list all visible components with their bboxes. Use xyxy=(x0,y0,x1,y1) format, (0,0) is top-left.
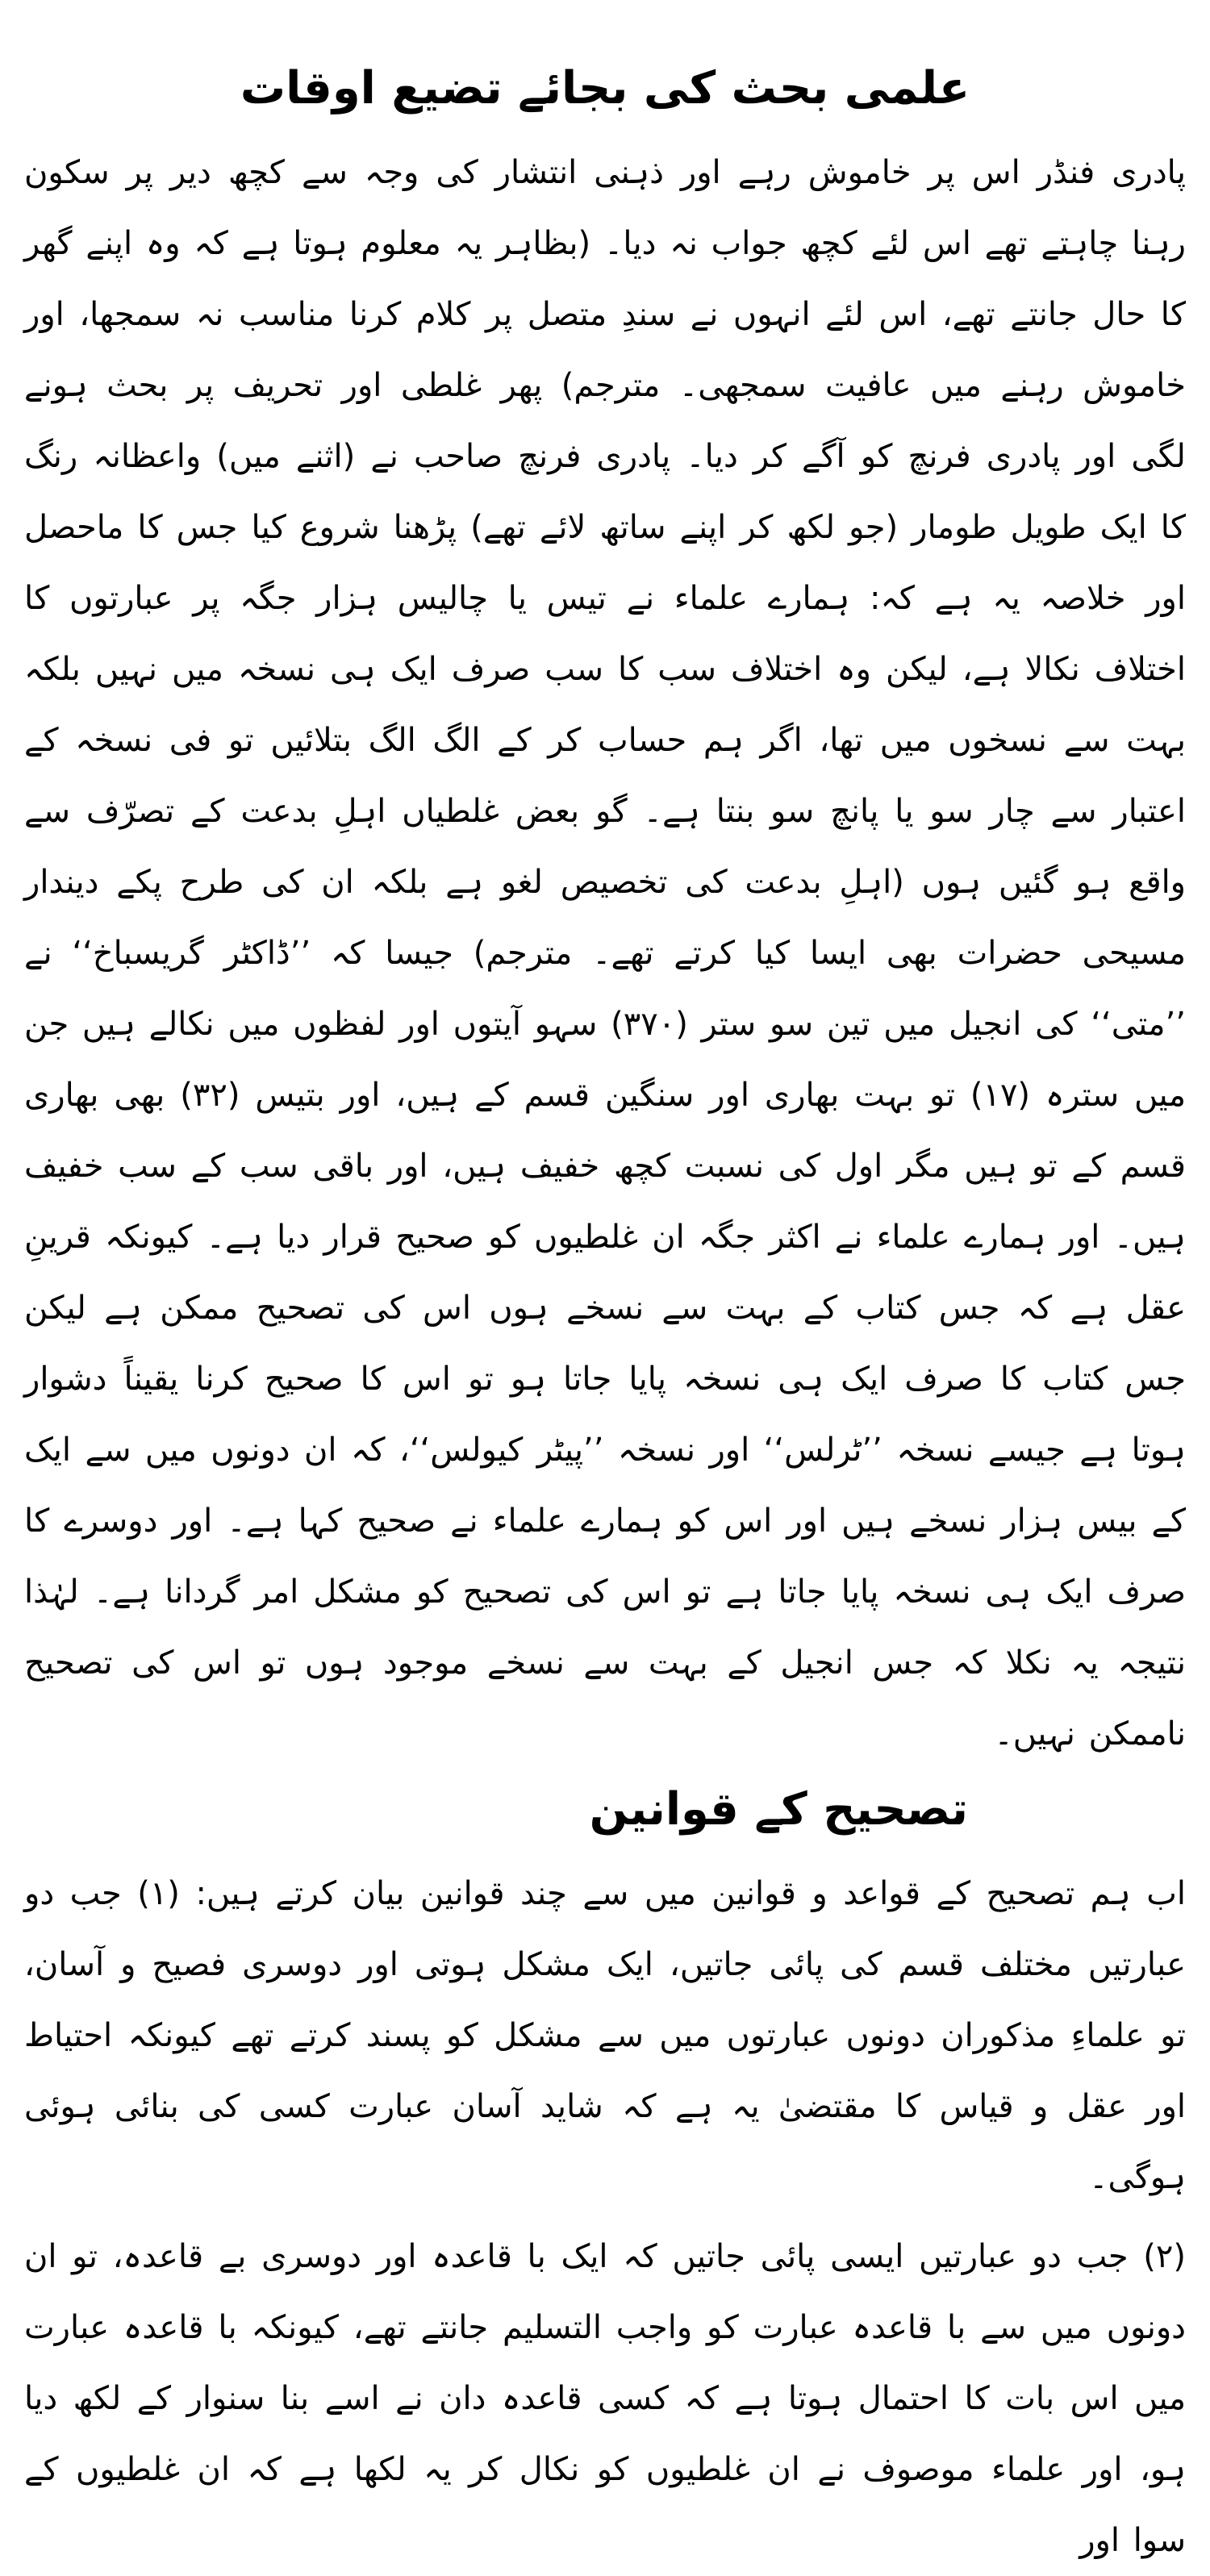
section-heading-2: تصحیح کے قوانین xyxy=(589,1783,968,1836)
section-heading-1: علمی بحث کی بجائے تضیع اوقات xyxy=(240,62,970,115)
body-paragraph-3: (۲) جب دو عبارتیں ایسی پائی جاتیں کہ ایک با قاعدہ اور دوسری بے قاعدہ، تو ان دونوں میں سے با قاعدہ عبارت کو واجب التسلیم جانتے تھے، کیونکہ با قاعدہ عبارت میں اس بات کا احتمال ہوتا ہے کہ کسی قاعدہ دان نے اسے بنا سنوار کے لکھ دیا ہو، اور علماء موصوف نے ان غلطیوں کو نکال کر یہ لکھا ہے کہ ان غلطیوں کے سوا اور xyxy=(24,2238,1186,2559)
body-paragraph-1: پادری فنڈر اس پر خاموش رہے اور ذہنی انتشار کی وجہ سے کچھ دیر پر سکون رہنا چاہتے تھے اس لئے کچھ جواب نہ دیا۔ (بظاہر یہ معلوم ہوتا ہے کہ وہ اپنے گھر کا حال جانتے تھے، اس لئے انہوں نے سندِ متصل پر کلام کرنا مناسب نہ سمجھا، اور خاموش رہنے میں عافیت سمجھی۔ مترجم) پھر غلطی اور تحریف پر بحث ہونے لگی اور پادری فرنچ کو آگے کر دیا۔ پادری فرنچ صاحب نے (اثنے میں) واعظانہ رنگ کا ایک طویل طومار (جو لکھ کر اپنے ساتھ لائے تھے) پڑھنا شروع کیا جس کا ماحصل اور خلاصہ یہ ہے کہ: ہمارے علماء نے تیس یا چالیس ہزار جگہ پر عبارتوں کا اختلاف نکالا ہے، لیکن وہ اختلاف سب کا سب صرف ایک ہی نسخہ میں نہیں بلکہ بہت سے نسخوں میں تھا، اگر ہم حساب کر کے الگ الگ بتلائیں تو فی نسخہ کے اعتبار سے چار سو یا پانچ سو بنتا ہے۔ گو بعض غلطیاں اہلِ بدعت کے تصرّف سے واقع ہو گئیں ہوں (اہلِ بدعت کی تخصیص لغو ہے بلکہ ان کی طرح پکے دیندار مسیحی حضرات بھی ایسا کیا کرتے تھے۔ مترجم) جیسا کہ ’’ڈاکٹر گریسباخ‘‘ نے ’’متی‘‘ کی انجیل میں تین سو ستر (۳۷۰) سہو آیتوں اور لفظوں میں نکالے ہیں جن میں سترہ (۱۷) تو بہت بھاری اور سنگین قسم کے ہیں، اور بتیس (۳۲) بھی بھاری قسم کے تو ہیں مگر اول کی نسبت کچھ خفیف ہیں، اور باقی سب کے سب خفیف ہیں۔ اور ہمارے علماء نے اکثر جگہ ان غلطیوں کو صحیح قرار دیا ہے۔ کیونکہ قرینِ عقل ہے کہ جس کتاب کے بہت سے نسخے ہوں اس کی تصحیح ممکن ہے لیکن جس کتاب کا صرف ایک ہی نسخہ پایا جاتا ہو تو اس کا صحیح کرنا یقیناً دشوار ہوتا ہے جیسے نسخہ ’’ٹرلس‘‘ اور نسخہ ’’پیٹر کیولس‘‘، کہ ان دونوں میں سے ایک کے بیس ہزار نسخے ہیں اور اس کو ہمارے علماء نے صحیح کہا ہے۔ اور دوسرے کا صرف ایک ہی نسخہ پایا جاتا ہے تو اس کی تصحیح کو مشکل امر گردانا ہے۔ لہٰذا نتیجہ یہ نکلا کہ جس انجیل کے بہت سے نسخے موجود ہوں تو اس کی تصحیح ناممکن نہیں۔ xyxy=(24,154,1187,1753)
body-paragraph-2: اب ہم تصحیح کے قواعد و قوانین میں سے چند قوانین بیان کرتے ہیں: (۱) جب دو عبارتیں مختلف قسم کی پائی جاتیں، ایک مشکل ہوتی اور دوسری فصیح و آسان، تو علماءِ مذکوران دونوں عبارتوں میں سے مشکل کو پسند کرتے تھے کیونکہ احتیاط اور عقل و قیاس کا مقتضیٰ یہ ہے کہ شاید آسان عبارت کسی کی بنائی ہوئی ہوگی۔ xyxy=(24,1875,1186,2196)
